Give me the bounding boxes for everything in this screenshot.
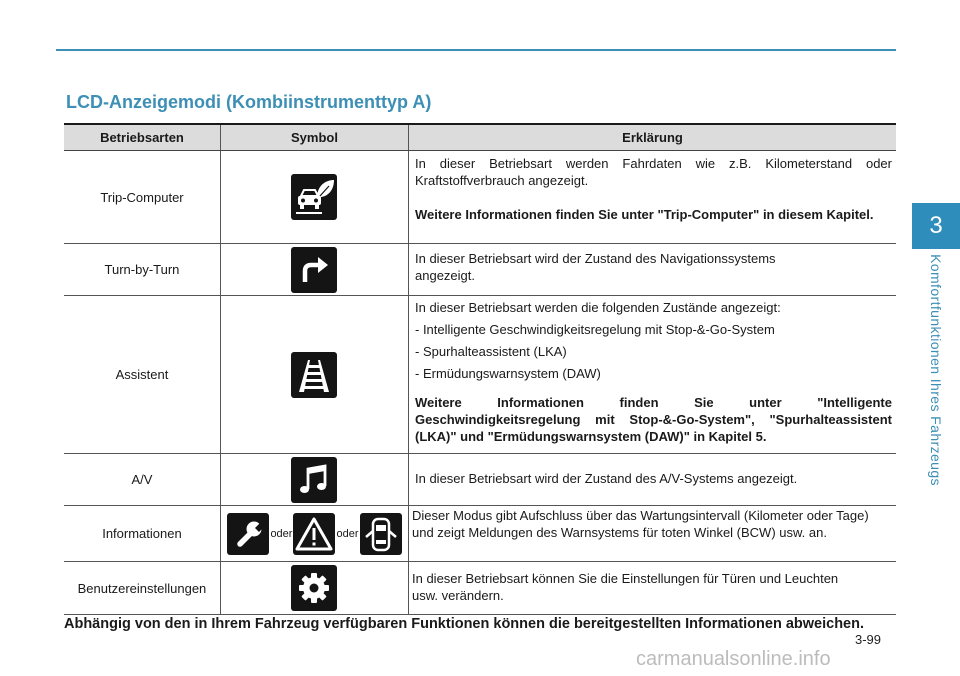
table-row: [64, 562, 896, 615]
table-header-row: [64, 124, 896, 151]
watermark: carmanualsonline.info: [636, 648, 831, 670]
turn-arrow-icon: [291, 247, 337, 293]
modes-table: [64, 123, 896, 615]
music-note-icon: [291, 457, 337, 503]
separator-text: oder: [336, 527, 359, 540]
section-heading: LCD-Anzeigemodi (Kombiinstrumenttyp A): [66, 92, 432, 112]
separator-text: oder: [270, 527, 293, 540]
mode-name: A/V: [64, 454, 220, 506]
top-rule: [56, 49, 896, 51]
page-number: 3-99: [855, 632, 882, 647]
table-row: [64, 506, 896, 562]
mode-name: Informationen: [64, 506, 220, 562]
explanation-text: In dieser Betriebsart wird der Zustand des A/V-Systems angezeigt.: [415, 470, 798, 486]
explanation-list-item: - Ermüdungswarnsystem (DAW): [415, 366, 601, 381]
car-door-icon: [360, 513, 402, 555]
mode-name: Turn-by-Turn: [64, 244, 220, 296]
explanation-list-item: - Intelligente Geschwindigkeitsregelung mit Stop-&-Go-System: [415, 322, 775, 337]
table-row: [64, 244, 896, 296]
table-row: [64, 151, 896, 244]
header-symbol: Symbol: [220, 124, 408, 151]
lane-assist-icon: [291, 352, 337, 398]
trip-computer-icon: [291, 174, 337, 220]
warning-triangle-icon: [293, 513, 335, 555]
header-mode: Betriebsarten: [64, 124, 220, 151]
table-row: [64, 296, 896, 454]
explanation-text: In dieser Betriebsart werden Fahrdaten wie z.B. Kilometerstand oder Kraftstoffverbrauch angezeigt.: [415, 156, 892, 188]
chapter-tab[interactable]: 3: [912, 203, 960, 249]
table-row: [64, 454, 896, 506]
mode-name: Trip-Computer: [64, 151, 220, 244]
wrench-icon: [227, 513, 269, 555]
explanation-list-item: - Spurhalteassistent (LKA): [415, 344, 567, 359]
mode-name: Benutzereinstellungen: [64, 562, 220, 615]
mode-name: Assistent: [64, 296, 220, 454]
explanation-text: In dieser Betriebsart werden die folgenden Zustände angezeigt:: [415, 300, 781, 315]
explanation-text: In dieser Betriebsart wird der Zustand des Navigationssystems angezeigt.: [415, 251, 776, 283]
gear-icon: [291, 565, 337, 611]
header-explanation: Erklärung: [409, 124, 897, 151]
explanation-note: Weitere Informationen finden Sie unter "Intelligente Geschwindigkeitsregelung mit Stop-&-Go-System", "Spurhalteassistent (LKA)" und "Ermüdungswarnsystem (DAW)" in Kapitel 5.: [415, 395, 892, 444]
explanation-text: In dieser Betriebsart können Sie die Einstellungen für Türen und Leuchten usw. verändern.: [412, 571, 839, 603]
footnote: Abhängig von den in Ihrem Fahrzeug verfügbaren Funktionen können die bereitgestellten Informationen abweichen.: [64, 616, 865, 632]
explanation-text: Dieser Modus gibt Aufschluss über das Wartungsintervall (Kilometer oder Tage) und zeigt Meldungen des Warnsystems für toten Winkel (BCW) usw. an.: [412, 508, 869, 540]
chapter-title: Komfortfunktionen Ihres Fahrzeugs: [928, 254, 944, 486]
explanation-note: Weitere Informationen finden Sie unter "Trip-Computer" in diesem Kapitel.: [415, 207, 874, 222]
